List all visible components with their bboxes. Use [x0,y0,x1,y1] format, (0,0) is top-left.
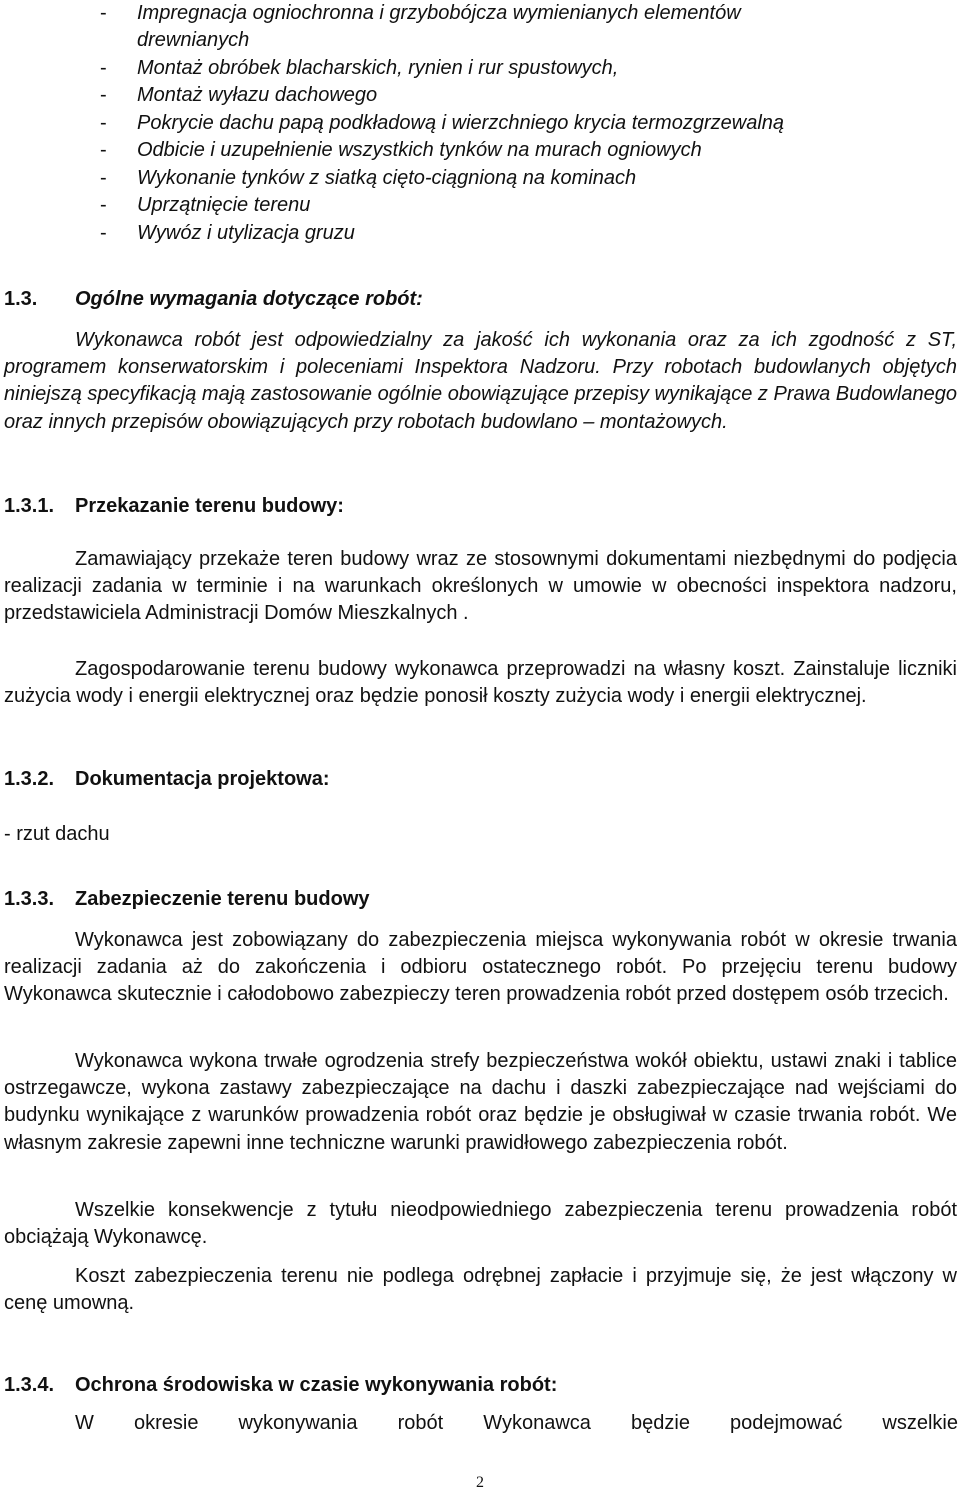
list-dash: - [100,112,107,134]
list-item-text: Uprzątnięcie terenu [137,194,311,216]
section-title: Dokumentacja projektowa: [75,768,330,790]
section-1-3-body: Wykonawca robót jest odpowiedzialny za jakość ich wykonania oraz za ich zgodność z ST, programem konserwatorskim i poleceniami Inspektora Nadzoru. Przy robotach budowlanych objętych niniejszą specyfikacją mają zastosowanie ogólnie obowiązujące przepisy wynikające z Prawa Budowlanego oraz innych przepisów obowiązujących przy robotach budowlano – montażowych. [4,329,957,433]
list-dash: - [100,194,107,216]
section-1-3-3-paragraph-3: Wszelkie konsekwencje z tytułu nieodpowiedniego zabezpieczenia terenu prowadzenia robót obciążają Wykonawcę. [4,1199,957,1249]
section-title: Przekazanie terenu budowy: [75,495,344,517]
list-item-text: Montaż obróbek blacharskich, rynien i rur spustowych, [137,57,619,79]
section-1-3-1-paragraph-1: Zamawiający przekaże teren budowy wraz ze stosownymi dokumentami niezbędnymi do podjęcia realizacji zadania w terminie i na warunkach określonych w umowie w obecności inspektora nadzoru, przedstawiciela Administracji Domów Mieszkalnych . [4,548,957,625]
page-number: 2 [476,1474,484,1491]
list-item-text: Wywóz i utylizacja gruzu [137,222,355,244]
section-1-3-4-paragraph-start: W okresie wykonywania robót Wykonawca będzie podejmować wszelkie [75,1412,958,1434]
section-title: Ogólne wymagania dotyczące robót: [75,288,423,310]
section-number: 1.3.1. [4,495,55,517]
list-item-text: Odbicie i uzupełnienie wszystkich tynków na murach ogniowych [137,139,702,161]
section-heading-1-3-4 [4,1372,557,1399]
section-number: 1.3. [4,288,38,310]
section-1-3-3-paragraph-1: Wykonawca jest zobowiązany do zabezpieczenia miejsca wykonywania robót w okresie trwania realizacji zadania aż do zakończenia i odbioru ostatecznego robót. Po przejęciu terenu budowy Wykonawca skutecznie i całodobowo zabezpieczy teren prowadzenia robót przed dostępem osób trzecich. [4,929,957,1006]
list-item-text: Montaż wyłazu dachowego [137,84,378,106]
section-heading-1-3-1 [4,493,344,520]
list-item-text: Wykonanie tynków z siatką cięto-ciągnioną na kominach [137,167,637,189]
section-heading-1-3-3 [4,886,370,913]
list-dash: - [100,57,107,79]
section-title: Ochrona środowiska w czasie wykonywania robót: [75,1374,558,1396]
section-heading-1-3 [4,286,423,313]
list-item-text: drewnianych [137,29,250,51]
list-dash: - [100,222,107,244]
section-1-3-1-paragraph-2: Zagospodarowanie terenu budowy wykonawca przeprowadzi na własny koszt. Zainstaluje liczniki zużycia wody i energii elektrycznej oraz będzie ponosił koszty zużycia wody i energii elektrycznej. [4,658,957,708]
list-item-text: Pokrycie dachu papą podkładową i wierzchniego krycia termozgrzewalną [137,112,785,134]
section-heading-1-3-2 [4,766,330,793]
list-dash: - [100,139,107,161]
section-1-3-3-paragraph-2: Wykonawca wykona trwałe ogrodzenia strefy bezpieczeństwa wokół obiektu, ustawi znaki i tablice ostrzegawcze, wykona zastawy zabezpieczające na dachu i daszki zabezpieczające nad wejściami do budynku wynikające z warunków prowadzenia robót oraz będzie je obsługiwał w czasie trwania robót. We własnym zakresie zapewni inne techniczne warunki prawidłowego zabezpieczenia robót. [4,1050,957,1154]
list-item-text: Impregnacja ogniochronna i grzybobójcza wymienianych elementów [137,2,741,24]
list-dash: - [100,167,107,189]
list-dash: - [100,84,107,106]
documentation-item: - rzut dachu [4,823,110,845]
section-number: 1.3.2. [4,768,55,790]
section-number: 1.3.3. [4,888,55,910]
section-1-3-3-paragraph-4: Koszt zabezpieczenia terenu nie podlega odrębnej zapłacie i przyjmuje się, że jest włączony w cenę umowną. [4,1265,957,1315]
section-number: 1.3.4. [4,1374,55,1396]
section-title: Zabezpieczenie terenu budowy [75,888,370,910]
list-dash: - [100,2,107,24]
